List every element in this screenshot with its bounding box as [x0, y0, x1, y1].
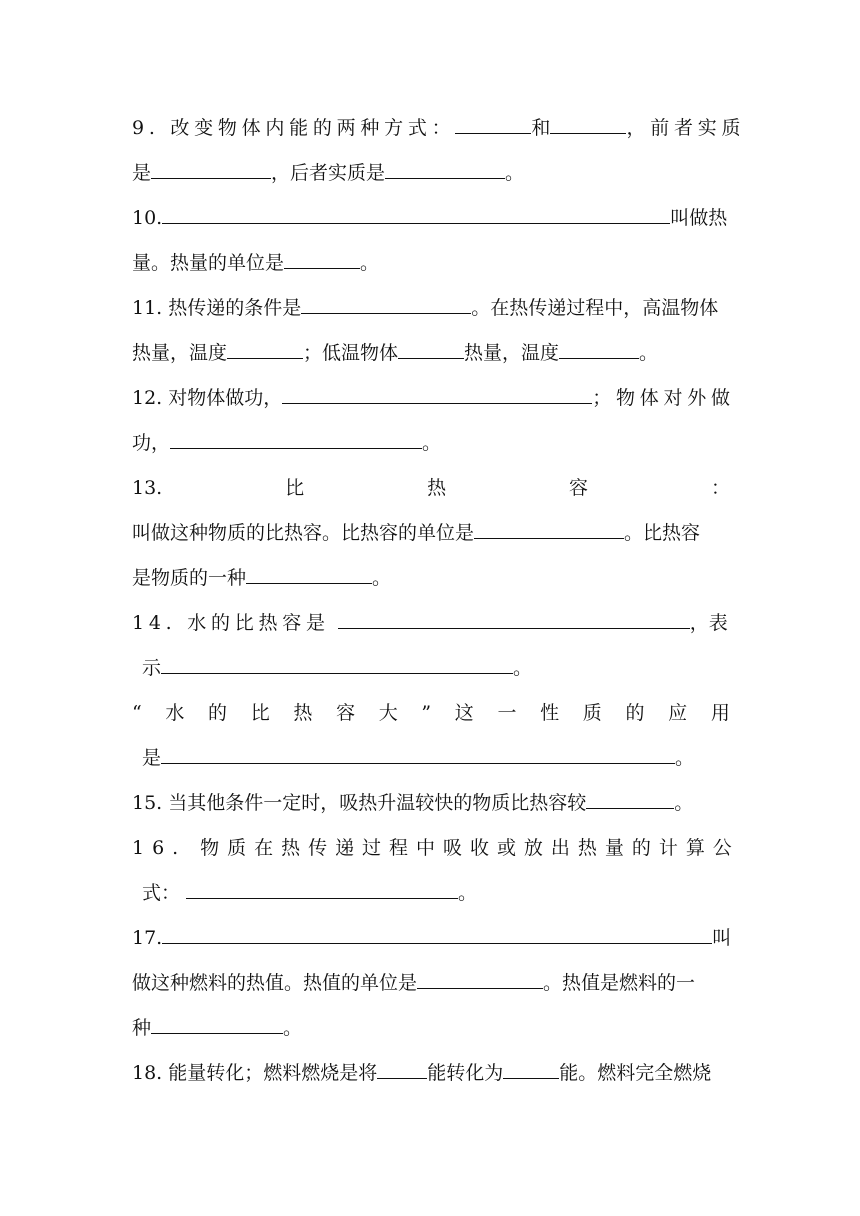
q14-app-char: 比 — [250, 702, 270, 724]
q13-number: 13. — [132, 477, 163, 499]
q9-blank-3[interactable] — [151, 159, 271, 179]
q11-blank-4[interactable] — [559, 339, 639, 359]
q13-colon: ： — [710, 477, 730, 499]
q18-blank-2[interactable] — [503, 1059, 559, 1079]
q10-blank-1[interactable] — [162, 204, 670, 224]
q18-blank-1[interactable] — [377, 1059, 427, 1079]
q16-blank-1[interactable] — [186, 879, 458, 899]
q9-blank-1[interactable] — [455, 114, 531, 134]
q12-blank-1[interactable] — [282, 384, 592, 404]
q12-blank-2[interactable] — [170, 429, 422, 449]
q16-end: 。 — [458, 882, 478, 904]
q14-app-char: 质 — [582, 702, 602, 724]
q17-property: 。热值是燃料的一 — [543, 972, 696, 994]
q14-app-char: 容 — [336, 702, 356, 724]
q12-outward: ；物体对外做 — [592, 387, 735, 409]
q9-blank-4[interactable] — [385, 159, 505, 179]
q14-blank-1[interactable] — [338, 609, 690, 629]
q13-property: 是物质的一种 — [132, 567, 247, 589]
q16-line-2 — [142, 878, 730, 908]
q13-cap: 。比热容 — [624, 522, 701, 544]
q16-line-1 — [132, 833, 740, 863]
q14-line-2 — [142, 653, 730, 683]
q13-char-2: 热 — [427, 477, 447, 499]
q13-line-1 — [132, 473, 730, 503]
q12-end: 。 — [422, 432, 442, 454]
q14-text: 14. 水的比热容是 — [132, 612, 330, 634]
q13-blank-2[interactable] — [246, 564, 372, 584]
q13-blank-1[interactable] — [474, 519, 624, 539]
q14-app-char: 性 — [540, 702, 560, 724]
q14-end-1: 。 — [513, 657, 533, 679]
q10-text: 叫做热 — [670, 207, 728, 229]
q11-blank-3[interactable] — [398, 339, 464, 359]
q14-line-4 — [142, 743, 730, 773]
q17-blank-2[interactable] — [417, 969, 543, 989]
q12-text: 12. 对物体做功， — [132, 387, 283, 409]
q9-former: ，前者实质 — [626, 117, 746, 139]
q9-blank-2[interactable] — [550, 114, 626, 134]
q14-app-char: 一 — [497, 702, 517, 724]
q14-app-char: 大 — [378, 702, 398, 724]
q14-is: 是 — [142, 747, 162, 769]
q17-end: 。 — [283, 1017, 303, 1039]
q14-app-char: 水 — [165, 702, 185, 724]
q11-low: ；低温物体 — [303, 342, 399, 364]
q13-definition: 叫做这种物质的比热容。比热容的单位是 — [132, 522, 475, 544]
q10-line-2 — [132, 248, 730, 278]
q17-line-2 — [132, 968, 730, 998]
q9-end: 。 — [505, 162, 525, 184]
q14-app-char: 热 — [293, 702, 313, 724]
q14-line-3 — [132, 698, 730, 728]
q10-blank-2[interactable] — [284, 249, 360, 269]
q17-line-1 — [132, 923, 730, 953]
q14-show: 示 — [142, 657, 162, 679]
q16-formula: 式： — [142, 882, 181, 904]
q10-end: 。 — [360, 252, 380, 274]
q11-heat-2: 热量，温度 — [464, 342, 560, 364]
q14-end-2: 。 — [675, 747, 695, 769]
q18-line-1 — [132, 1058, 730, 1088]
q14-blank-3[interactable] — [161, 744, 675, 764]
q17-blank-1[interactable] — [162, 924, 712, 944]
q17-blank-3[interactable] — [151, 1014, 283, 1034]
q9-line-1 — [132, 113, 746, 143]
q13-line-3 — [132, 563, 730, 593]
q17-number: 17. — [132, 927, 163, 949]
q11-process: 。在热传递过程中，高温物体 — [471, 297, 719, 319]
q9-text: 9. 改变物体内能的两种方式： — [132, 117, 456, 139]
q14-app-char: 这 — [454, 702, 474, 724]
q14-app-char: 的 — [208, 702, 228, 724]
q17-jiao: 叫 — [712, 927, 732, 949]
q14-app-char: “ — [132, 702, 142, 724]
q13-end: 。 — [372, 567, 392, 589]
q10-line-1 — [132, 203, 730, 233]
q13-char-3: 容 — [569, 477, 589, 499]
q14-line-1 — [132, 608, 730, 638]
q14-app-char: 用 — [710, 702, 730, 724]
q13-line-2 — [132, 518, 730, 548]
q14-app-char: 应 — [668, 702, 688, 724]
q11-heat-1: 热量，温度 — [132, 342, 228, 364]
q12-line-1 — [132, 383, 735, 413]
q15-end: 。 — [674, 792, 694, 814]
q15-line-1 — [132, 788, 730, 818]
q14-biao: ，表 — [689, 612, 728, 634]
q15-text: 15. 当其他条件一定时，吸热升温较快的物质比热容较 — [132, 792, 587, 814]
q9-is: 是 — [132, 162, 152, 184]
q14-comma-biao — [689, 608, 728, 638]
q18-text: 18. 能量转化；燃料燃烧是将 — [132, 1062, 378, 1084]
q11-line-1 — [132, 293, 730, 323]
q11-line-2 — [132, 338, 730, 368]
q11-blank-2[interactable] — [227, 339, 303, 359]
q11-text: 11. 热传递的条件是 — [132, 297, 302, 319]
q17-definition: 做这种燃料的热值。热值的单位是 — [132, 972, 418, 994]
q14-app-char: ” — [421, 702, 432, 724]
q10-number: 10. — [132, 207, 163, 229]
q9-and: 和 — [531, 117, 551, 139]
q11-blank-1[interactable] — [301, 294, 471, 314]
q13-char-1: 比 — [285, 477, 305, 499]
q16-text: 16. 物质在热传递过程中吸收或放出热量的计算公 — [132, 837, 740, 859]
q17-kind: 种 — [132, 1017, 152, 1039]
q12-line-2 — [132, 428, 730, 458]
q10-unit-text: 量。热量的单位是 — [132, 252, 285, 274]
q18-convert: 能转化为 — [427, 1062, 504, 1084]
q14-app-char: 的 — [625, 702, 645, 724]
q15-blank-1[interactable] — [586, 789, 674, 809]
q11-end: 。 — [639, 342, 659, 364]
q14-blank-2[interactable] — [161, 654, 513, 674]
q18-complete: 能。燃料完全燃烧 — [559, 1062, 712, 1084]
q12-work: 功， — [132, 432, 171, 454]
q9-latter: ，后者实质是 — [271, 162, 386, 184]
q9-line-2 — [132, 158, 730, 188]
q17-line-3 — [132, 1013, 730, 1043]
